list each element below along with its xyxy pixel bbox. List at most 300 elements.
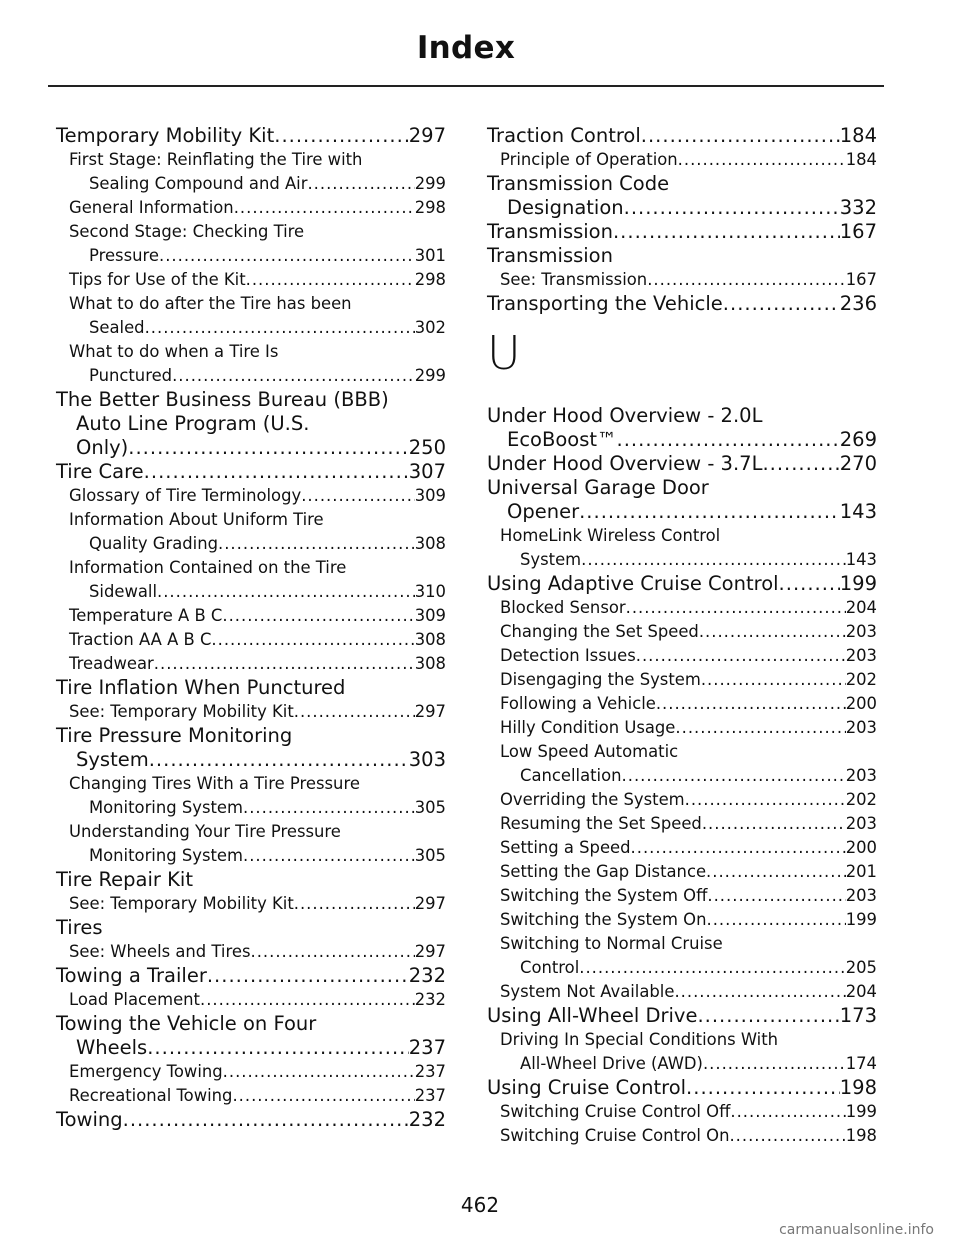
entry-text: See: Temporary Mobility Kit — [69, 702, 294, 721]
index-entry — [487, 404, 877, 452]
entry-text: See: Temporary Mobility Kit — [69, 894, 294, 913]
index-entry — [487, 572, 877, 596]
index-list-left — [56, 124, 446, 1132]
page-ref: 203 — [845, 814, 877, 833]
entry-line — [69, 796, 446, 820]
index-subentry — [487, 1100, 877, 1124]
entry-text: Wheels — [76, 1036, 148, 1059]
index-subentry — [487, 932, 877, 980]
entry-line — [69, 652, 446, 676]
index-subentry — [56, 940, 446, 964]
dot-leader — [729, 1124, 845, 1148]
page-ref: 167 — [845, 270, 877, 289]
entry-line — [69, 1060, 446, 1084]
page-ref: 202 — [845, 790, 877, 809]
entry-text: Temperature A B C — [69, 606, 223, 625]
dot-leader — [641, 124, 840, 148]
page-ref: 143 — [845, 550, 877, 569]
page-ref: 173 — [839, 1004, 877, 1027]
entry-line-text: Driving In Special Conditions With — [500, 1030, 779, 1049]
page-ref: 305 — [414, 798, 446, 817]
index-entry — [56, 724, 446, 772]
index-entry — [487, 244, 877, 268]
dot-leader — [617, 428, 840, 452]
entry-line-text: Tires — [56, 916, 103, 939]
entry-text: Sidewall — [89, 582, 158, 601]
page-ref: 332 — [839, 196, 877, 219]
entry-line — [69, 628, 446, 652]
entry-line — [69, 484, 446, 508]
entry-line — [500, 268, 877, 292]
entry-text: Resuming the Set Speed — [500, 814, 702, 833]
dot-leader — [218, 532, 415, 556]
entry-text: Switching Cruise Control On — [500, 1126, 730, 1145]
index-entry — [487, 452, 877, 476]
page-ref: 232 — [408, 1108, 446, 1131]
dot-leader — [243, 796, 415, 820]
entry-text: Sealed — [89, 318, 145, 337]
dot-leader — [723, 292, 840, 316]
entry-text: Sealing Compound and Air — [89, 174, 308, 193]
entry-text: Transmission — [487, 220, 613, 243]
dot-leader — [613, 220, 840, 244]
dot-leader — [294, 892, 415, 916]
index-entry — [487, 1004, 877, 1028]
dot-leader — [234, 196, 415, 220]
entry-line — [500, 692, 877, 716]
dot-leader — [274, 124, 409, 148]
entry-line-text: Under Hood Overview - 2.0L — [487, 404, 763, 427]
entry-line — [500, 812, 877, 836]
index-subentry — [487, 716, 877, 740]
entry-text: Treadwear — [69, 654, 154, 673]
index-entry — [56, 388, 446, 460]
page-ref: 236 — [839, 292, 877, 315]
dot-leader — [294, 700, 415, 724]
dot-leader — [250, 940, 414, 964]
dot-leader — [706, 908, 845, 932]
entry-line — [487, 452, 877, 476]
entry-line — [56, 436, 446, 460]
page-ref: 198 — [839, 1076, 877, 1099]
entry-text: Temporary Mobility Kit — [56, 124, 275, 147]
dot-leader — [697, 1004, 839, 1028]
page-ref: 299 — [414, 174, 446, 193]
entry-text: See: Transmission — [500, 270, 648, 289]
entry-line — [500, 620, 877, 644]
section-letter: U — [487, 326, 521, 380]
index-entry — [487, 292, 877, 316]
page-ref: 269 — [839, 428, 877, 451]
dot-leader — [702, 812, 846, 836]
page-ref: 297 — [414, 702, 446, 721]
index-column-right — [487, 124, 877, 1148]
entry-line — [487, 1076, 877, 1100]
entry-line — [69, 196, 446, 220]
page-ref: 199 — [845, 1102, 877, 1121]
entry-line — [500, 764, 877, 788]
entry-text: Overriding the System — [500, 790, 685, 809]
index-subentry — [56, 988, 446, 1012]
entry-text: Setting the Gap Distance — [500, 862, 707, 881]
index-subentry — [56, 628, 446, 652]
entry-line-text: What to do when a Tire Is — [69, 342, 279, 361]
index-subentry — [487, 884, 877, 908]
entry-text: Opener — [507, 500, 580, 523]
page-ref: 203 — [845, 646, 877, 665]
entry-line — [500, 644, 877, 668]
entry-text: Monitoring System — [89, 798, 243, 817]
page-ref: 143 — [839, 500, 877, 523]
index-entry — [56, 964, 446, 988]
index-entry — [56, 868, 446, 892]
dot-leader — [647, 268, 846, 292]
index-subentry — [487, 740, 877, 788]
entry-text: Principle of Operation — [500, 150, 678, 169]
page-ref: 298 — [414, 270, 446, 289]
entry-line — [500, 908, 877, 932]
index-entry — [56, 676, 446, 700]
page-ref: 199 — [839, 572, 877, 595]
dot-leader — [207, 964, 409, 988]
header-divider — [48, 85, 884, 87]
entry-line — [69, 844, 446, 868]
page-ref: 309 — [414, 486, 446, 505]
entry-line-text: Transmission Code — [487, 172, 670, 195]
index-list-right-top — [487, 124, 877, 316]
entry-line-text: Low Speed Automatic — [500, 742, 679, 761]
page-ref: 250 — [408, 436, 446, 459]
entry-line — [487, 220, 877, 244]
entry-line-text: The Better Business Bureau (BBB) — [56, 388, 389, 411]
entry-line — [500, 836, 877, 860]
entry-line — [500, 980, 877, 1004]
page-ref: 237 — [408, 1036, 446, 1059]
dot-leader — [222, 604, 414, 628]
dot-leader — [123, 1108, 409, 1132]
dot-leader — [147, 1036, 409, 1060]
page-ref: 297 — [408, 124, 446, 147]
dot-leader — [622, 764, 846, 788]
index-subentry — [487, 980, 877, 1004]
entry-line-text: Second Stage: Checking Tire — [69, 222, 305, 241]
dot-leader — [701, 668, 846, 692]
entry-text: EcoBoost™ — [507, 428, 617, 451]
index-subentry — [56, 220, 446, 268]
page-ref: 232 — [414, 990, 446, 1009]
dot-leader — [579, 956, 845, 980]
entry-line — [69, 604, 446, 628]
entry-text: Quality Grading — [89, 534, 219, 553]
page-ref: 203 — [845, 622, 877, 641]
dot-leader — [200, 988, 415, 1012]
page-ref: 202 — [845, 670, 877, 689]
index-column-left — [56, 124, 446, 1132]
entry-line — [56, 460, 446, 484]
dot-leader — [730, 1100, 845, 1124]
index-entry — [56, 460, 446, 484]
page-ref: 203 — [845, 886, 877, 905]
dot-leader — [232, 1084, 414, 1108]
dot-leader — [686, 1076, 840, 1100]
entry-line — [69, 316, 446, 340]
entry-text: System — [520, 550, 582, 569]
dot-leader — [707, 884, 845, 908]
page-ref: 232 — [408, 964, 446, 987]
dot-leader — [579, 500, 840, 524]
entry-line — [69, 940, 446, 964]
entry-text: Setting a Speed — [500, 838, 631, 857]
entry-line — [487, 500, 877, 524]
entry-text: System Not Available — [500, 982, 675, 1001]
index-subentry — [487, 812, 877, 836]
entry-line-text: Tire Pressure Monitoring — [56, 724, 293, 747]
index-subentry — [56, 508, 446, 556]
entry-line — [500, 860, 877, 884]
page-ref: 310 — [414, 582, 446, 601]
entry-text: Tips for Use of the Kit — [69, 270, 246, 289]
index-subentry — [487, 596, 877, 620]
index-subentry — [487, 620, 877, 644]
index-subentry — [487, 268, 877, 292]
dot-leader — [624, 196, 840, 220]
index-entry — [487, 1076, 877, 1100]
page-ref: 237 — [414, 1086, 446, 1105]
entry-line — [500, 716, 877, 740]
index-subentry — [56, 700, 446, 724]
page-ref: 270 — [839, 452, 877, 475]
entry-text: Emergency Towing — [69, 1062, 223, 1081]
page-number: 462 — [460, 1193, 500, 1217]
page-ref: 307 — [408, 460, 446, 483]
dot-leader — [154, 652, 415, 676]
entry-text: Detection Issues — [500, 646, 636, 665]
index-entry — [56, 124, 446, 148]
dot-leader — [685, 788, 846, 812]
index-subentry — [487, 908, 877, 932]
page-ref: 204 — [845, 598, 877, 617]
dot-leader — [675, 716, 845, 740]
entry-text: Recreational Towing — [69, 1086, 233, 1105]
index-list-right-bottom — [487, 404, 877, 1148]
index-subentry — [487, 788, 877, 812]
index-subentry — [56, 340, 446, 388]
entry-text: Load Placement — [69, 990, 200, 1009]
page-ref: 308 — [414, 654, 446, 673]
entry-line-text: First Stage: Reinflating the Tire with — [69, 150, 363, 169]
dot-leader — [703, 1052, 846, 1076]
entry-text: Traction Control — [487, 124, 641, 147]
entry-text: Punctured — [89, 366, 173, 385]
entry-line — [487, 292, 877, 316]
entry-text: Disengaging the System — [500, 670, 701, 689]
page-ref: 297 — [414, 942, 446, 961]
index-subentry — [56, 604, 446, 628]
entry-text: Only) — [76, 436, 129, 459]
entry-line — [56, 964, 446, 988]
page-ref: 205 — [845, 958, 877, 977]
page-ref: 200 — [845, 838, 877, 857]
entry-text: Blocked Sensor — [500, 598, 626, 617]
entry-line-text: HomeLink Wireless Control — [500, 526, 721, 545]
dot-leader — [159, 244, 415, 268]
entry-text: Switching the System Off — [500, 886, 708, 905]
dot-leader — [157, 580, 415, 604]
index-entry — [487, 476, 877, 524]
index-subentry — [56, 484, 446, 508]
index-subentry — [56, 820, 446, 868]
entry-text: Switching Cruise Control Off — [500, 1102, 731, 1121]
index-entry — [487, 124, 877, 148]
index-entry — [56, 1012, 446, 1060]
index-subentry — [56, 196, 446, 220]
index-subentry — [56, 772, 446, 820]
entry-line-text: Tire Inflation When Punctured — [56, 676, 346, 699]
entry-line-text: Towing the Vehicle on Four — [56, 1012, 317, 1035]
entry-line — [69, 268, 446, 292]
page-title: Index — [416, 30, 516, 66]
entry-text: Using All-Wheel Drive — [487, 1004, 698, 1027]
entry-text: Designation — [507, 196, 624, 219]
page-ref: 301 — [414, 246, 446, 265]
dot-leader — [779, 572, 840, 596]
dot-leader — [211, 628, 414, 652]
entry-line-text: Transmission — [487, 244, 613, 267]
entry-line-text: Information Contained on the Tire — [69, 558, 347, 577]
index-subentry — [487, 668, 877, 692]
dot-leader — [246, 268, 415, 292]
entry-text: Following a Vehicle — [500, 694, 656, 713]
entry-text: Using Cruise Control — [487, 1076, 687, 1099]
page-ref: 200 — [845, 694, 877, 713]
index-entry — [487, 220, 877, 244]
entry-text: Under Hood Overview - 3.7L — [487, 452, 763, 475]
entry-text: See: Wheels and Tires — [69, 942, 251, 961]
page-ref: 309 — [414, 606, 446, 625]
entry-text: Changing the Set Speed — [500, 622, 699, 641]
entry-text: Glossary of Tire Terminology — [69, 486, 302, 505]
index-subentry — [487, 524, 877, 572]
dot-leader — [699, 620, 846, 644]
entry-text: Control — [520, 958, 580, 977]
dot-leader — [172, 364, 415, 388]
page-ref: 203 — [845, 718, 877, 737]
page-ref: 305 — [414, 846, 446, 865]
dot-leader — [674, 980, 845, 1004]
entry-line — [56, 1036, 446, 1060]
index-subentry — [56, 1060, 446, 1084]
index-subentry — [487, 860, 877, 884]
entry-text: Traction AA A B C — [69, 630, 212, 649]
entry-text: Using Adaptive Cruise Control — [487, 572, 779, 595]
index-subentry — [487, 148, 877, 172]
entry-line — [500, 596, 877, 620]
entry-text: Towing a Trailer — [56, 964, 207, 987]
entry-line-text: What to do after the Tire has been — [69, 294, 352, 313]
entry-line — [500, 1124, 877, 1148]
entry-line — [69, 700, 446, 724]
index-subentry — [56, 892, 446, 916]
page-ref: 198 — [845, 1126, 877, 1145]
dot-leader — [581, 548, 846, 572]
index-subentry — [56, 148, 446, 196]
entry-text: Tire Care — [56, 460, 144, 483]
page-ref: 298 — [414, 198, 446, 217]
entry-line-text: Information About Uniform Tire — [69, 510, 324, 529]
page-ref: 308 — [414, 630, 446, 649]
dot-leader — [145, 316, 415, 340]
watermark: carmanualsonline.info — [779, 1222, 934, 1238]
entry-line-text: Switching to Normal Cruise — [500, 934, 723, 953]
entry-text: System — [76, 748, 149, 771]
entry-line — [69, 1084, 446, 1108]
entry-line — [487, 196, 877, 220]
dot-leader — [762, 452, 839, 476]
entry-line — [69, 172, 446, 196]
entry-text: Switching the System On — [500, 910, 707, 929]
dot-leader — [626, 596, 846, 620]
entry-line-text: Universal Garage Door — [487, 476, 709, 499]
index-subentry — [56, 1084, 446, 1108]
page-ref: 297 — [414, 894, 446, 913]
dot-leader — [144, 460, 409, 484]
dot-leader — [223, 1060, 415, 1084]
page-ref: 308 — [414, 534, 446, 553]
entry-line-text: Auto Line Program (U.S. — [76, 412, 310, 435]
entry-line-text: Changing Tires With a Tire Pressure — [69, 774, 360, 793]
index-subentry — [487, 692, 877, 716]
entry-line — [500, 788, 877, 812]
page-ref: 204 — [845, 982, 877, 1001]
page-ref: 167 — [839, 220, 877, 243]
entry-line — [56, 748, 446, 772]
page-ref: 184 — [839, 124, 877, 147]
entry-line — [69, 988, 446, 1012]
entry-line — [56, 124, 446, 148]
entry-line — [487, 428, 877, 452]
index-subentry — [487, 1124, 877, 1148]
dot-leader — [656, 692, 846, 716]
entry-line-text: Tire Repair Kit — [56, 868, 193, 891]
entry-text: All-Wheel Drive (AWD) — [520, 1054, 703, 1073]
entry-line — [500, 956, 877, 980]
dot-leader — [636, 644, 846, 668]
index-subentry — [487, 836, 877, 860]
index-subentry — [56, 292, 446, 340]
entry-line — [69, 580, 446, 604]
entry-text: Pressure — [89, 246, 159, 265]
entry-line — [487, 572, 877, 596]
dot-leader — [631, 836, 846, 860]
dot-leader — [307, 172, 414, 196]
page-ref: 199 — [845, 910, 877, 929]
index-subentry — [487, 1028, 877, 1076]
dot-leader — [678, 148, 846, 172]
entry-text: Towing — [56, 1108, 123, 1131]
entry-line — [69, 532, 446, 556]
entry-line — [500, 884, 877, 908]
entry-line — [69, 244, 446, 268]
entry-line-text: Understanding Your Tire Pressure — [69, 822, 341, 841]
entry-text: Transporting the Vehicle — [487, 292, 723, 315]
index-subentry — [56, 268, 446, 292]
page-ref: 302 — [414, 318, 446, 337]
index-entry — [487, 172, 877, 220]
dot-leader — [301, 484, 415, 508]
page-ref: 303 — [408, 748, 446, 771]
page-ref: 201 — [845, 862, 877, 881]
dot-leader — [243, 844, 415, 868]
